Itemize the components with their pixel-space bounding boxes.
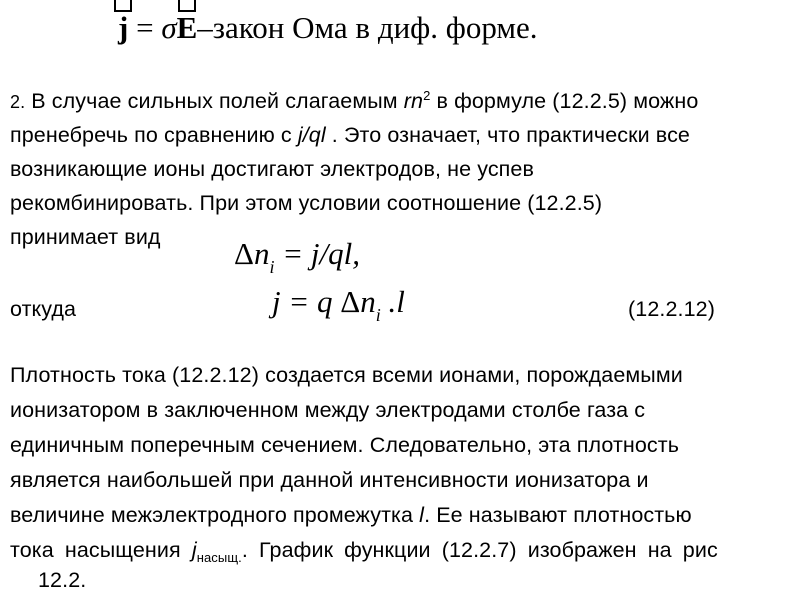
vector-j: j (118, 6, 128, 50)
para1-line3: возникающие ионы достигают электродов, не успев (10, 157, 534, 181)
var-jql: j/ql (297, 123, 326, 147)
para2-line5: величине межэлектродного промежутка l. Ее называют плотностью (10, 503, 692, 527)
equation-number: (12.2.12) (628, 297, 715, 321)
para2-line2: ионизатором в заключенном между электродами столбе газа с (10, 398, 646, 422)
var-l: l (419, 503, 425, 527)
var-rn: rn (403, 89, 424, 113)
vector-e: E (177, 6, 198, 50)
sigma-symbol: σ (161, 10, 177, 45)
para2-line6: тока насыщения $j_{насыщ.}$. График функции (12.2.7) изображен на рис (10, 538, 718, 565)
para1-line2: пренебречь по сравнению с j/ql . Это означает, что практически все (10, 123, 690, 147)
title-formula (118, 6, 538, 50)
otkuda-label: откуда (10, 297, 77, 321)
equation-delta-n: $\Delta n_i = j/ql$, (234, 236, 360, 277)
item-number: 2. (10, 92, 26, 112)
para1-line5: принимает вид (10, 225, 161, 249)
title-text: –закон Ома в диф. форме. (197, 10, 538, 45)
para2-line1: Плотность тока (12.2.12) создается всеми ионами, порождаемыми (10, 363, 683, 387)
vector-arrow-icon (178, 0, 196, 12)
para2-line7: 12.2. (38, 568, 87, 592)
subscript-saturation: насыщ. (196, 550, 242, 565)
para1-line4: рекомбинировать. При этом условии соотношение (12.2.5) (10, 191, 603, 215)
vector-arrow-icon (114, 0, 132, 12)
para2-line4: является наибольшей при данной интенсивности ионизатора и (10, 468, 649, 492)
var-j: j (191, 538, 197, 562)
equals-sign: = (128, 10, 162, 45)
para1-line1: 2. В случае сильных полей слагаемым $rn^2$ в формуле (12.2.5) можно (10, 88, 699, 113)
para2-line3: единичным поперечным сечением. Следовательно, эта плотность (10, 433, 680, 457)
equation-j: j = q $\Delta n_i$ .l (272, 284, 405, 325)
